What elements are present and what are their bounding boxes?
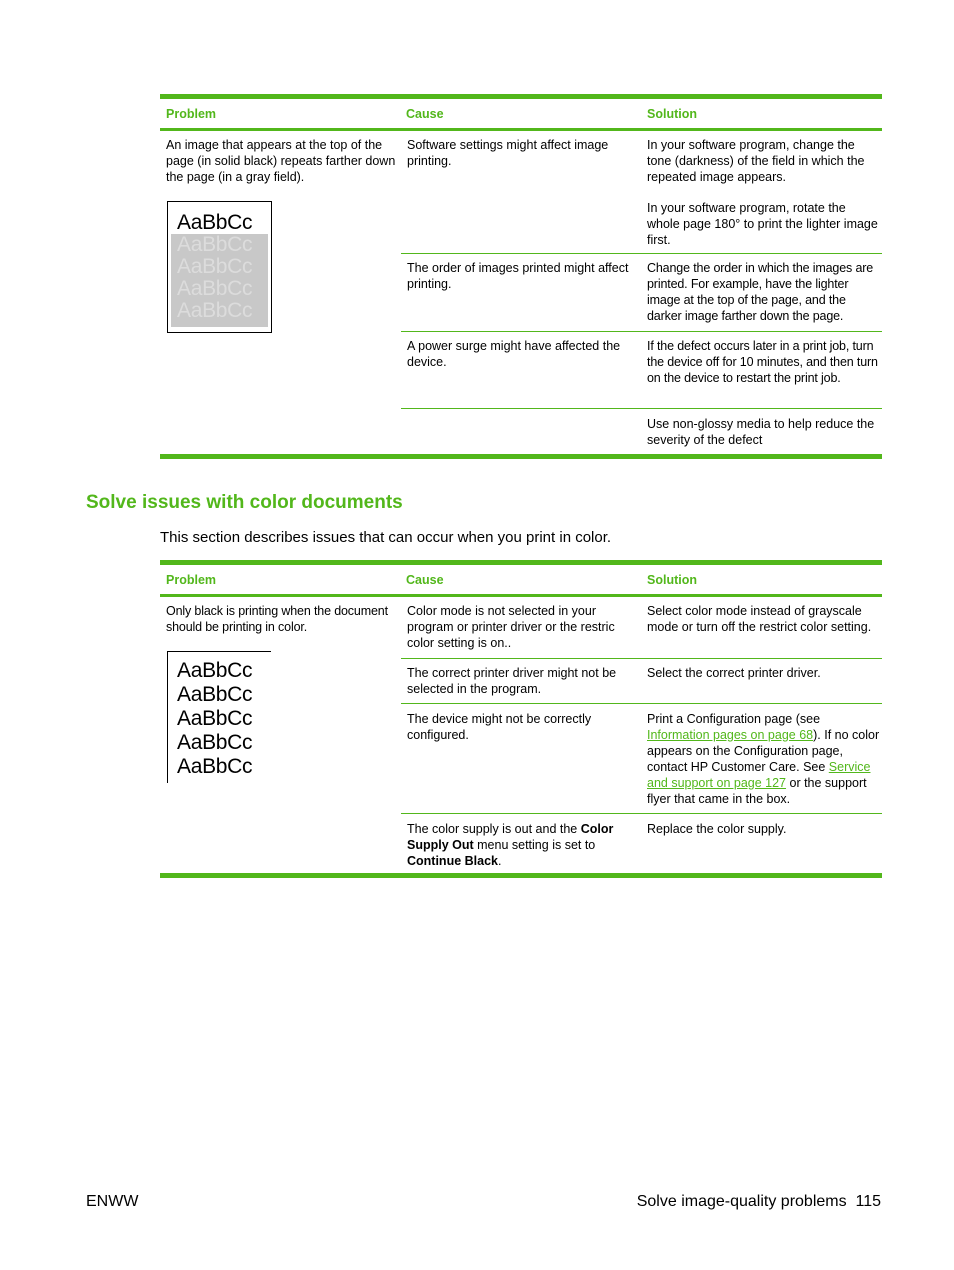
color-documents-table bbox=[160, 560, 882, 880]
footer-left: ENWW bbox=[86, 1193, 139, 1210]
continue-black-setting: Continue Black bbox=[407, 854, 498, 868]
header-rule bbox=[160, 594, 882, 597]
solution-text-a: Print a Configuration page (see bbox=[647, 712, 821, 726]
solution-text-b: ). If no color appears on the Configuration page, contact HP Customer Care. See bbox=[647, 728, 880, 774]
color-supply-out-setting: Color Supply Out bbox=[407, 822, 614, 852]
table-bottom-rule bbox=[160, 454, 882, 459]
sample-gray-2: AaBbCc bbox=[177, 255, 253, 278]
cause-row-2: The order of images printed might affect printing. bbox=[407, 261, 629, 291]
section-intro: This section describes issues that can occur when you print in color. bbox=[160, 529, 612, 546]
cause-row-4 bbox=[407, 821, 639, 869]
footer-chapter: Solve image-quality problems bbox=[636, 1193, 847, 1210]
sample-line-1: AaBbCc bbox=[177, 659, 253, 682]
row-divider bbox=[401, 253, 882, 254]
sample-gray-4: AaBbCc bbox=[177, 299, 253, 322]
repeat-sample-image bbox=[167, 201, 272, 333]
sample-line-2: AaBbCc bbox=[177, 683, 253, 706]
row-divider bbox=[401, 813, 882, 814]
service-support-link[interactable]: Service and support on page 127 bbox=[647, 760, 871, 790]
sample-black: AaBbCc bbox=[177, 211, 253, 234]
section-title: Solve issues with color documents bbox=[86, 492, 403, 513]
repeat-image-table bbox=[160, 94, 882, 460]
cause-text-c: menu setting is set to bbox=[473, 838, 596, 852]
header-rule bbox=[160, 128, 882, 131]
table-bottom-rule bbox=[160, 873, 882, 878]
sample-gray-1: AaBbCc bbox=[177, 233, 253, 256]
solution-row-3: If the defect occurs later in a print job, turn the device off for 10 minutes, and then turn on the device to restart the print job. bbox=[647, 339, 878, 385]
sample-line-4: AaBbCc bbox=[177, 731, 253, 754]
header-cause: Cause bbox=[406, 572, 444, 587]
solution-row-1b: In your software program, rotate the whole page 180° to print the lighter image first. bbox=[647, 201, 878, 247]
page-number: 115 bbox=[855, 1193, 881, 1210]
solution-row-1: Select color mode instead of grayscale mode or turn off the restrict color setting. bbox=[647, 604, 872, 634]
row-divider bbox=[401, 331, 882, 332]
cause-text-d: . bbox=[498, 854, 502, 868]
solution-row-2: Select the correct printer driver. bbox=[647, 666, 821, 680]
header-solution: Solution bbox=[647, 106, 697, 121]
cause-row-2: The correct printer driver might not be selected in the program. bbox=[407, 666, 617, 696]
solution-row-4: Replace the color supply. bbox=[647, 822, 787, 836]
header-problem: Problem bbox=[166, 106, 217, 121]
sample-line-5: AaBbCc bbox=[177, 755, 253, 778]
cause-text-a: The color supply is out and the bbox=[407, 822, 581, 836]
row-divider bbox=[401, 408, 882, 409]
sample-line-3: AaBbCc bbox=[177, 707, 253, 730]
solution-row-3 bbox=[647, 711, 881, 807]
information-pages-link[interactable]: Information pages on page 68 bbox=[647, 728, 814, 742]
solution-text-c: or the support flyer that came in the box. bbox=[647, 776, 867, 806]
cause-row-1: Color mode is not selected in your program or printer driver or the restric color setting is on.. bbox=[407, 604, 615, 650]
sample-gray-3: AaBbCc bbox=[177, 277, 253, 300]
solution-row-1a: In your software program, change the tone (darkness) of the field in which the repeated image appears. bbox=[647, 138, 865, 184]
black-only-sample-image bbox=[167, 651, 271, 783]
solution-row-2: Change the order in which the images are printed. For example, have the lighter image at the top of the page, and the darker image farther down the page. bbox=[647, 261, 874, 323]
cause-row-3: A power surge might have affected the device. bbox=[407, 339, 621, 369]
problem-text: An image that appears at the top of the page (in solid black) repeats farther down the page (in a gray field). bbox=[166, 138, 396, 184]
header-cause: Cause bbox=[406, 106, 444, 121]
header-solution: Solution bbox=[647, 572, 697, 587]
cause-row-3: The device might not be correctly configured. bbox=[407, 712, 592, 742]
row-divider bbox=[401, 703, 882, 704]
row-divider bbox=[401, 658, 882, 659]
footer-right bbox=[637, 1193, 881, 1211]
cause-row-1: Software settings might affect image printing. bbox=[407, 138, 609, 168]
problem-text: Only black is printing when the document should be printing in color. bbox=[166, 604, 388, 634]
solution-row-4: Use non-glossy media to help reduce the severity of the defect bbox=[647, 417, 875, 447]
header-problem: Problem bbox=[166, 572, 217, 587]
table-header bbox=[160, 565, 882, 594]
table-header bbox=[160, 99, 882, 128]
